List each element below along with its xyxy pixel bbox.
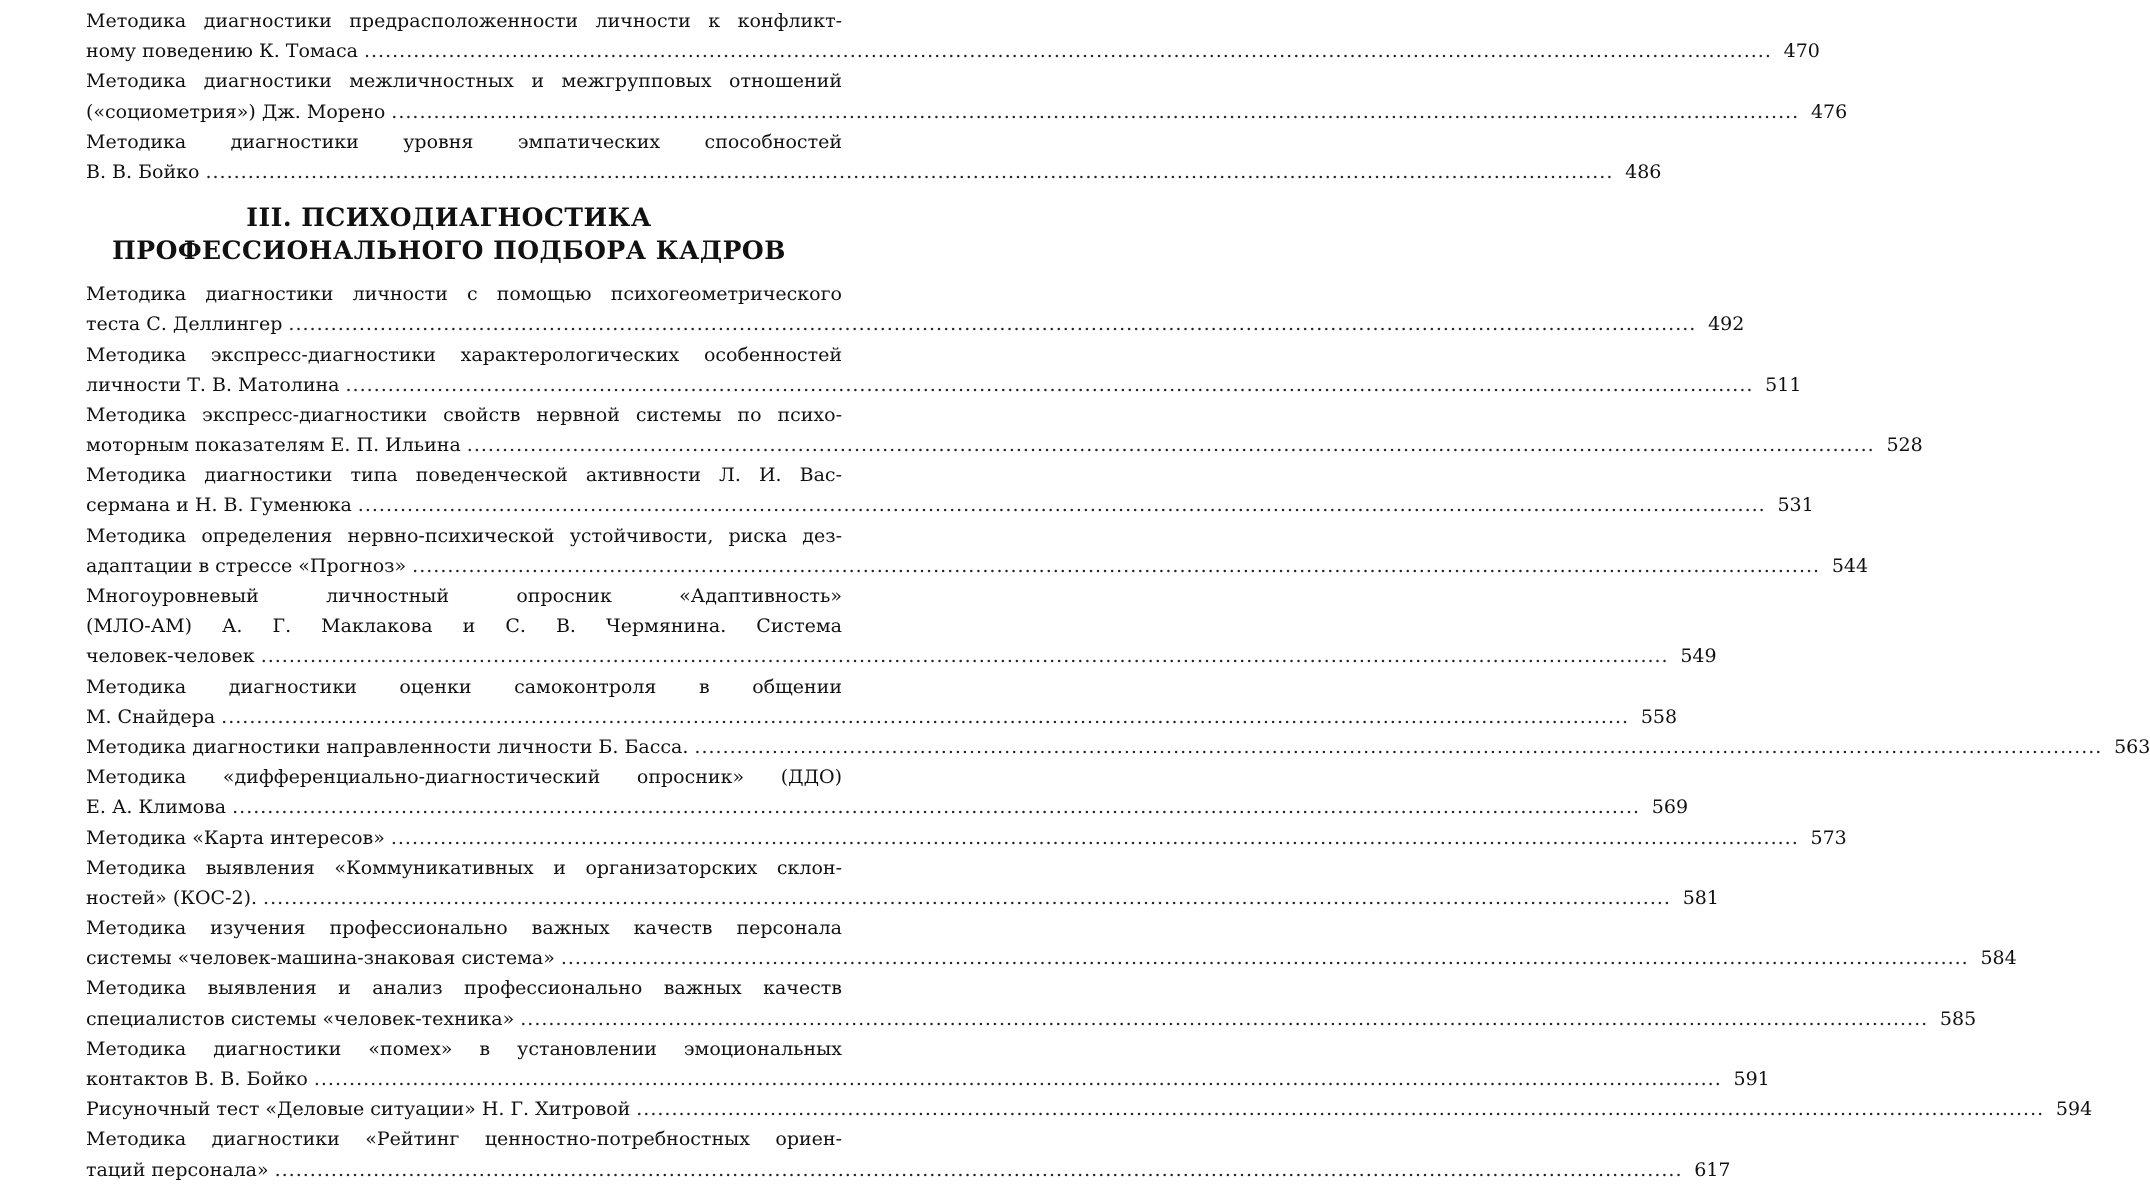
toc-entry-last-line bbox=[86, 1155, 1731, 1185]
toc-entry-last-line bbox=[86, 36, 1820, 66]
dot-leader: ........................................................................................................................................................................................................ bbox=[274, 1158, 1683, 1181]
dot-leader: ........................................................................................................................................................................................................ bbox=[205, 160, 1614, 183]
toc-entry bbox=[86, 853, 1719, 913]
toc-entry-title: ностей» (КОС-2). bbox=[86, 886, 258, 909]
section-heading bbox=[56, 201, 842, 267]
toc-entry-line: Методика выявления и анализ профессионально важных качеств bbox=[86, 977, 842, 1000]
toc-entry-title: специалистов системы «человек-техника» bbox=[86, 1007, 515, 1030]
toc-entry bbox=[86, 581, 1717, 672]
toc-entry bbox=[86, 521, 1869, 581]
page-number: 569 bbox=[1651, 796, 1689, 819]
toc-entry-line: Методика диагностики уровня эмпатических способностей bbox=[86, 130, 842, 153]
toc-entry bbox=[86, 1094, 2093, 1124]
dot-leader: ........................................................................................................................................................................................................ bbox=[391, 100, 1800, 123]
section-heading-line1: III. ПСИХОДИАГНОСТИКА bbox=[246, 203, 652, 233]
toc-entry-title: Е. А. Климова bbox=[86, 796, 227, 819]
toc-entry bbox=[86, 732, 2150, 762]
toc-entry-last-line bbox=[86, 490, 1814, 520]
toc-entry-title: Рисуночный тест «Деловые ситуации» Н. Г. Хитровой bbox=[86, 1098, 631, 1121]
dot-leader: ........................................................................................................................................................................................................ bbox=[221, 705, 1630, 728]
dot-leader: ........................................................................................................................................................................................................ bbox=[694, 735, 2103, 758]
toc-entry-title: («социометрия») Дж. Морено bbox=[86, 100, 386, 123]
toc-entry-title: моторным показателям Е. П. Ильина bbox=[86, 434, 461, 457]
page-number: 492 bbox=[1708, 313, 1745, 336]
page-number: 563 bbox=[2114, 735, 2150, 758]
toc-entry-title: Методика диагностики направленности личности Б. Басса. bbox=[86, 735, 689, 758]
toc-entry bbox=[86, 279, 1745, 339]
toc-entry-title: системы «человек-машина-знаковая система» bbox=[86, 947, 555, 970]
toc-entry bbox=[86, 6, 1820, 66]
toc-entry-title: теста С. Деллингер bbox=[86, 313, 283, 336]
page-number: 511 bbox=[1765, 373, 1802, 396]
toc-entry bbox=[86, 762, 1689, 822]
toc-entry-last-line bbox=[86, 823, 1847, 853]
toc-entry-title: ному поведению К. Томаса bbox=[86, 40, 358, 63]
toc-entry-line: Методика экспресс-диагностики свойств нервной системы по психо- bbox=[86, 403, 842, 426]
dot-leader: ........................................................................................................................................................................................................ bbox=[288, 313, 1697, 336]
toc-entry-last-line bbox=[86, 97, 1848, 127]
dot-leader: ........................................................................................................................................................................................................ bbox=[363, 40, 1772, 63]
dot-leader: ........................................................................................................................................................................................................ bbox=[357, 494, 1766, 517]
toc-entry-last-line bbox=[86, 641, 1717, 671]
dot-leader: ........................................................................................................................................................................................................ bbox=[345, 373, 1754, 396]
toc-entry-title: сермана и Н. В. Гуменюка bbox=[86, 494, 352, 517]
toc-entry-line: Многоуровневый личностный опросник «Адаптивность» bbox=[86, 585, 842, 607]
toc-entry bbox=[86, 400, 1923, 460]
toc-entry-line: Методика диагностики «помех» в установлении эмоциональных bbox=[86, 1037, 842, 1060]
toc-entry-last-line bbox=[86, 309, 1745, 339]
toc-entry-line: Методика диагностики предрасположенности личности к конфликт- bbox=[86, 10, 842, 32]
toc-entry-last-line bbox=[86, 430, 1923, 460]
dot-leader: ........................................................................................................................................................................................................ bbox=[313, 1068, 1722, 1090]
toc-entry bbox=[86, 340, 1802, 400]
dot-leader: ........................................................................................................................................................................................................ bbox=[412, 554, 1821, 577]
toc-entry-line: Методика диагностики межличностных и межгрупповых отношений bbox=[86, 70, 842, 93]
toc-entry-line: Методика «дифференциально-диагностический опросник» (ДДО) bbox=[86, 766, 842, 789]
dot-leader: ........................................................................................................................................................................................................ bbox=[263, 886, 1671, 909]
toc-entry-last-line bbox=[86, 1094, 2093, 1124]
toc-entry-last-line bbox=[86, 883, 1719, 913]
page-number: 476 bbox=[1810, 100, 1848, 123]
toc-entry bbox=[86, 672, 1678, 732]
toc-entry-title: М. Снайдера bbox=[86, 705, 216, 728]
dot-leader: ........................................................................................................................................................................................................ bbox=[390, 826, 1799, 849]
toc-entry-title: личности Т. В. Матолина bbox=[86, 373, 340, 396]
toc-entry-line: Методика экспресс-диагностики характерологических особенностей bbox=[86, 343, 842, 366]
toc-entry-last-line bbox=[86, 1064, 1770, 1094]
toc-entry-last-line bbox=[86, 702, 1678, 732]
page-number: 544 bbox=[1831, 554, 1869, 577]
page-number: 581 bbox=[1682, 886, 1719, 909]
page-number: 549 bbox=[1680, 645, 1717, 668]
toc-entry-title: таций персонала» bbox=[86, 1158, 269, 1181]
toc-entry-line: Методика выявления «Коммуникативных и организаторских склон- bbox=[86, 856, 842, 879]
toc-entry-last-line bbox=[86, 551, 1869, 581]
toc-entry-line: Методика определения нервно-психической устойчивости, риска дез- bbox=[86, 524, 842, 547]
toc-entry-last-line bbox=[86, 1004, 1977, 1034]
toc-entry bbox=[86, 1034, 1770, 1094]
toc-entry-title: Методика «Карта интересов» bbox=[86, 826, 385, 849]
page-number: 617 bbox=[1694, 1158, 1731, 1181]
toc-entry-title: В. В. Бойко bbox=[86, 160, 200, 183]
dot-leader: ........................................................................................................................................................................................................ bbox=[560, 947, 1969, 970]
page-number: 528 bbox=[1886, 434, 1923, 457]
dot-leader: ........................................................................................................................................................................................................ bbox=[232, 796, 1641, 819]
toc-entry-line: (МЛО-АМ) А. Г. Маклакова и С. В. Чермянина. Система bbox=[86, 615, 842, 638]
toc-entry bbox=[86, 823, 1847, 853]
page-number: 486 bbox=[1625, 160, 1662, 183]
toc-entry-title: человек-человек bbox=[86, 645, 255, 668]
toc-list-before bbox=[86, 6, 1848, 187]
toc-list-after bbox=[86, 279, 2150, 1185]
page-number: 585 bbox=[1939, 1007, 1977, 1030]
page-number: 470 bbox=[1783, 40, 1820, 63]
page-number: 591 bbox=[1733, 1068, 1770, 1090]
toc-entry-last-line bbox=[86, 943, 2017, 973]
toc-entry bbox=[86, 127, 1662, 187]
toc-entry bbox=[86, 1124, 1731, 1184]
page-number: 573 bbox=[1810, 826, 1847, 849]
toc-entry-line: Методика диагностики оценки самоконтроля в общении bbox=[86, 675, 842, 698]
toc-entry-title: контактов В. В. Бойко bbox=[86, 1068, 308, 1090]
toc-entry-line: Методика изучения профессионально важных качеств персонала bbox=[86, 917, 842, 940]
toc-entry bbox=[86, 913, 2017, 973]
dot-leader: ........................................................................................................................................................................................................ bbox=[520, 1007, 1929, 1030]
page-number: 584 bbox=[1980, 947, 2017, 970]
page-number: 531 bbox=[1777, 494, 1814, 517]
toc-entry-last-line bbox=[86, 157, 1662, 187]
dot-leader: ........................................................................................................................................................................................................ bbox=[260, 645, 1669, 668]
toc-entry-last-line bbox=[86, 732, 2150, 762]
toc-entry bbox=[86, 460, 1814, 520]
section-heading-line2: ПРОФЕССИОНАЛЬНОГО ПОДБОРА КАДРОВ bbox=[112, 236, 786, 266]
dot-leader: ........................................................................................................................................................................................................ bbox=[636, 1098, 2045, 1121]
toc-entry-last-line bbox=[86, 792, 1689, 822]
toc-entry-title: адаптации в стрессе «Прогноз» bbox=[86, 554, 407, 577]
page-number: 594 bbox=[2055, 1098, 2093, 1121]
toc-entry-line: Методика диагностики «Рейтинг ценностно-потребностных ориен- bbox=[86, 1128, 842, 1151]
toc-entry bbox=[86, 973, 1977, 1033]
toc-entry-line: Методика диагностики типа поведенческой активности Л. И. Вас- bbox=[86, 464, 842, 487]
toc-entry-line: Методика диагностики личности с помощью психогеометрического bbox=[86, 283, 842, 306]
toc-entry-last-line bbox=[86, 370, 1802, 400]
dot-leader: ........................................................................................................................................................................................................ bbox=[466, 434, 1875, 457]
page-number: 558 bbox=[1640, 705, 1678, 728]
toc-entry bbox=[86, 66, 1848, 126]
